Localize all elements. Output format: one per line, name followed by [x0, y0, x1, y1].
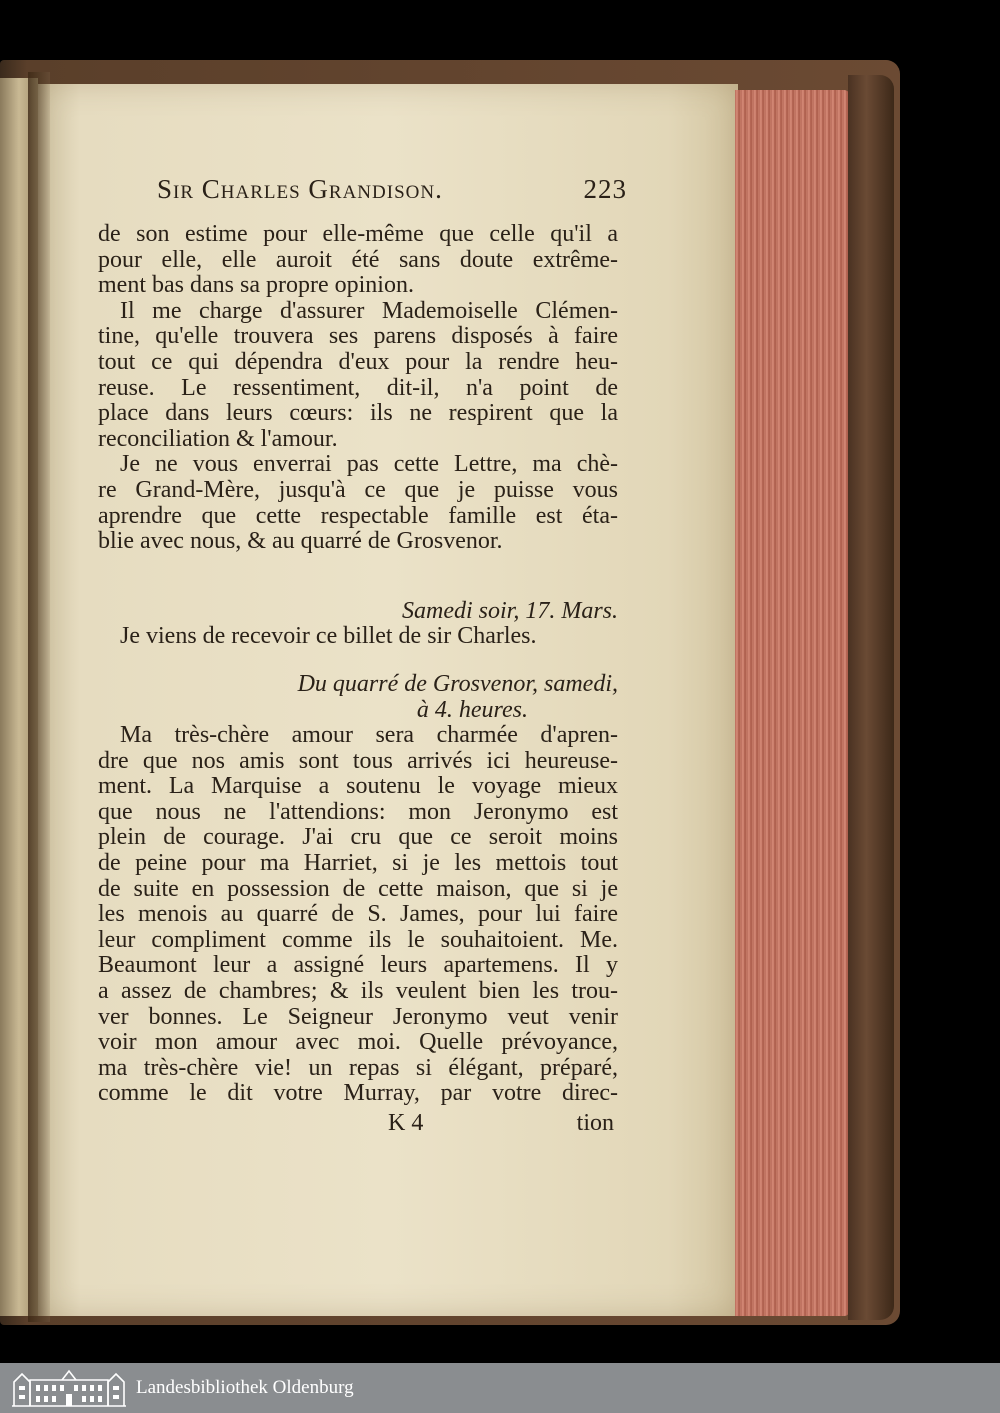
text-line: voir mon amour avec moi. Quelle prévoyance,	[98, 1029, 618, 1056]
letter-heading: Du quarré de Grosvenor, samedi,	[297, 670, 618, 697]
library-building-icon	[10, 1368, 128, 1408]
paragraph-1	[98, 222, 618, 299]
text-line: Je ne vous enverrai pas cette Lettre, ma chè-	[120, 451, 618, 478]
text-line: ma très-chère vie! un repas si élégant, préparé,	[98, 1054, 618, 1081]
text-line: Il me charge d'assurer Mademoiselle Clémen-	[120, 297, 618, 324]
text-line: pour elle, elle auroit été sans doute extrême-	[98, 246, 618, 273]
text-line: de peine pour ma Harriet, si je les mettois tout	[98, 850, 618, 877]
paragraph-4: Je viens de recevoir ce billet de sir Charles.	[120, 623, 537, 650]
text-line: tout ce qui dépendra d'eux pour la rendre heu-	[98, 348, 618, 375]
text-line: de son estime pour elle-même que celle qu'il a	[98, 221, 618, 247]
text-line: plein de courage. J'ai cru que ce seroit moins	[98, 824, 618, 851]
text-line: Ma très-chère amour sera charmée d'apren-	[120, 722, 618, 749]
paragraph-3	[98, 452, 618, 554]
text-line: re Grand-Mère, jusqu'à ce que je puisse vous	[98, 476, 618, 503]
library-banner	[0, 1363, 1000, 1413]
paragraph-2	[98, 299, 618, 453]
text-line: a assez de chambres; & ils veulent bien les trou-	[98, 978, 618, 1005]
text-line: comme le dit votre Murray, par votre direc-	[98, 1080, 618, 1107]
text-line: que nous ne l'attendions: mon Jeronymo est	[98, 798, 618, 825]
text-line: de suite en possession de cette maison, que si je	[98, 875, 618, 902]
text-line: ver bonnes. Le Seigneur Jeronymo veut venir	[98, 1003, 618, 1030]
text-line: ment bas dans sa propre opinion.	[98, 272, 414, 299]
text-line: blie avec nous, & au quarré de Grosvenor.	[98, 528, 503, 555]
text-line: reuse. Le ressentiment, dit-il, n'a point de	[98, 374, 618, 401]
page-number: 223	[583, 174, 627, 204]
page-text	[98, 222, 618, 1107]
paragraph-5	[98, 723, 618, 1107]
text-line: place dans leurs cœurs: ils ne respirent que la	[98, 400, 618, 427]
text-line: les menois au quarré de S. James, pour lui faire	[98, 901, 618, 928]
text-line: Beaumont leur a assigné leurs apartemens. Il y	[98, 952, 618, 979]
letter-heading-time: à 4. heures.	[416, 696, 528, 723]
text-line: reconciliation & l'amour.	[98, 425, 338, 452]
running-head-title: Sir Charles Grandison.	[157, 174, 443, 204]
page-edges	[735, 90, 850, 1316]
page-footer	[98, 1110, 614, 1137]
signature-mark: K 4	[388, 1110, 424, 1136]
text-line: dre que nos amis sont tous arrivés ici heureuse-	[98, 747, 618, 774]
text-line: aprendre que cette respectable famille est éta-	[98, 502, 618, 529]
page-gutter	[28, 72, 50, 1322]
library-name: Landesbibliothek Oldenburg	[136, 1377, 354, 1398]
text-line: ment. La Marquise a soutenu le voyage mieux	[98, 773, 618, 800]
text-line: tine, qu'elle trouvera ses parens disposés à faire	[98, 323, 618, 350]
book-fore-edge-cover	[848, 75, 894, 1320]
dateline: Samedi soir, 17. Mars.	[401, 597, 618, 624]
text-line: leur compliment comme ils le souhaitoient. Me.	[98, 926, 618, 953]
catchword: tion	[576, 1110, 614, 1136]
running-header	[157, 174, 627, 205]
